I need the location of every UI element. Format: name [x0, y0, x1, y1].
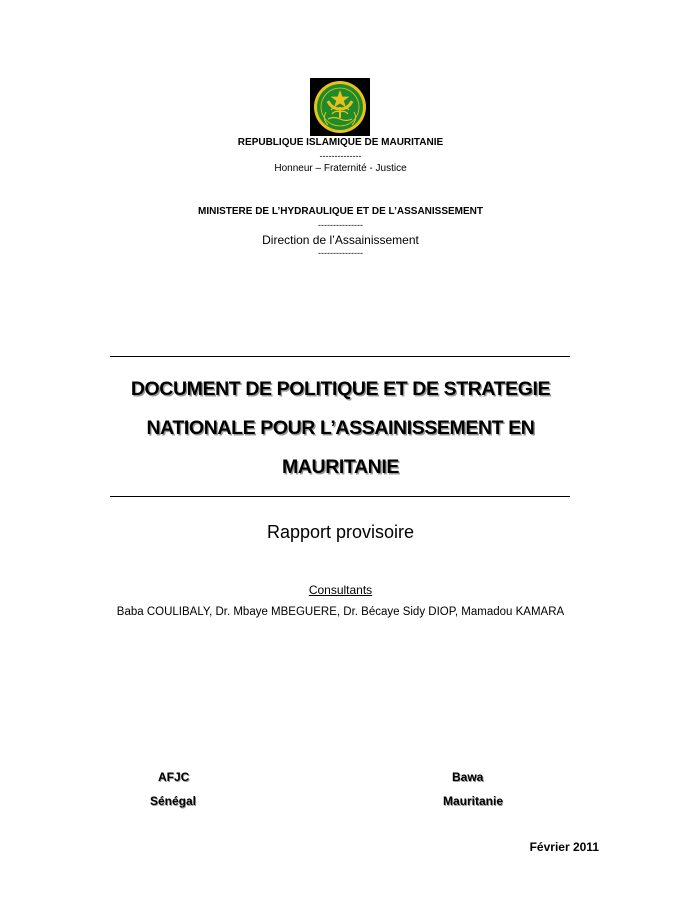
consultants-label: Consultants: [308, 583, 373, 597]
document-title-line-2: NATIONALE POUR L’ASSAINISSEMENT EN: [146, 417, 535, 439]
document-title-line-1: DOCUMENT DE POLITIQUE ET DE STRATEGIE: [130, 378, 551, 400]
organization-country: Sénégal: [150, 794, 197, 808]
organization-name: Bawa: [452, 770, 484, 784]
separator: --------------: [319, 151, 362, 161]
organization-name: AFJC: [158, 770, 190, 784]
national-emblem: [310, 78, 370, 136]
separator: ---------------: [318, 220, 363, 230]
seal-icon: [312, 79, 368, 135]
document-title-line-3: MAURITANIE: [282, 456, 399, 478]
national-motto: Honneur – Fraternité - Justice: [274, 163, 407, 174]
report-subtitle: Rapport provisoire: [266, 522, 415, 542]
direction-name: Direction de l’Assainissement: [262, 233, 419, 247]
country-name: REPUBLIQUE ISLAMIQUE DE MAURITANIE: [237, 137, 444, 148]
title-bottom-rule: [110, 496, 570, 497]
consultants-names: Baba COULIBALY, Dr. Mbaye MBEGUERE, Dr. Bécaye Sidy DIOP, Mamadou KAMARA: [116, 606, 565, 618]
document-date: Février 2011: [529, 840, 599, 854]
organization-country: Mauritanie: [443, 794, 504, 808]
separator: ---------------: [318, 248, 363, 258]
title-top-rule: [110, 356, 570, 357]
ministry-name: MINISTERE DE L’HYDRAULIQUE ET DE L’ASSANISSEMENT: [197, 206, 484, 217]
